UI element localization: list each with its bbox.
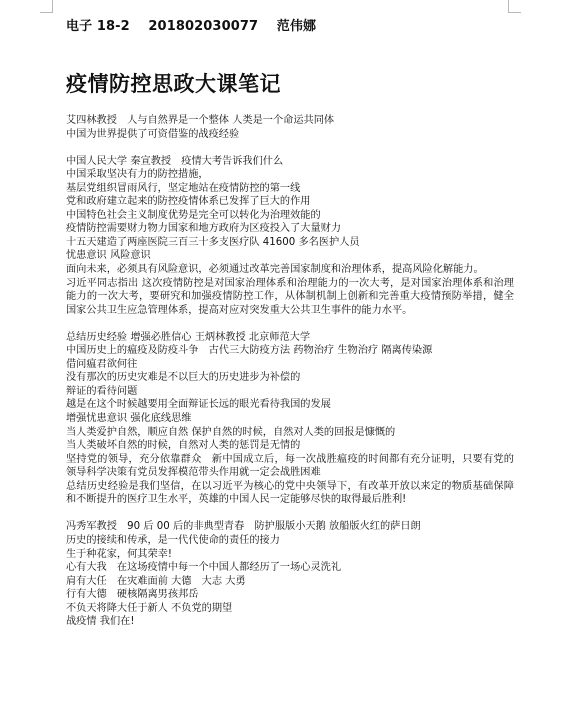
note-line: 党和政府建立起来的防控疫情体系已发挥了巨大的作用	[66, 196, 311, 208]
note-line: 中国人民大学 秦宣教授 疫情大考告诉我们什么	[66, 155, 284, 167]
note-line: 不负天将降大任于新人 不负党的期望	[66, 602, 233, 614]
note-line: 行有大德 硬核隔离男孩邦岳	[66, 589, 199, 601]
note-line: 坚持党的领导，充分依靠群众 新中国成立后，每一次战胜瘟疫的时间都有充分证明，只要有党的领导科学决策有党员发挥模范带头作用就一定会战胜困难	[66, 453, 514, 479]
page-corner-mark-left	[40, 0, 53, 13]
section-gap	[66, 317, 514, 331]
note-line: 疫情防控需要财力物力国家和地方政府为区疫投入了大量财力	[66, 223, 342, 235]
student-id: 201802030077	[148, 19, 259, 34]
note-line: 习近平同志指出 这次疫情防控是对国家治理体系和治理能力的一次大考，是对国家治理体系和治理能力的一次大考，要研究和加强疫情防控工作，从体制机制上创新和完善重大疫情预防举措，健全国家公共卫生应急管理体系，提高对应对突发重大公共卫生事件的能力水平。	[66, 277, 514, 316]
note-line: 辩证的看待问题	[66, 385, 138, 397]
student-class: 电子 18-2	[66, 19, 130, 34]
note-line: 冯秀军教授 90 后 00 后的非典型青春 防护服版小天鹅 放船版火红的萨日朗	[66, 521, 421, 533]
note-line: 面向未来，必须具有风险意识，必须通过改革完善国家制度和治理体系，提高风险化解能力。	[66, 264, 484, 276]
note-line: 战疫情 我们在!	[66, 616, 135, 628]
note-line: 中国特色社会主义制度优势是完全可以转化为治理效能的	[66, 209, 321, 221]
document-title: 疫情防控思政大课笔记	[66, 71, 281, 96]
note-line: 总结历史经验是我们坚信，在以习近平为核心的党中央领导下，有改革开放以来定的物质基础保障和不断提升的医疗卫生水平，英雄的中国人民一定能够尽快的取得最后胜利!	[66, 480, 514, 506]
note-line: 当人类爱护自然，顺应自然 保护自然的时候，自然对人类的回报是慷慨的	[66, 426, 396, 438]
note-line: 越是在这个时候越要用全面辩证长远的眼光看待我国的发展	[66, 399, 331, 411]
student-name: 范伟娜	[276, 19, 317, 34]
note-line: 艾四林教授 人与自然界是一个整体 人类是一个命运共同体	[66, 115, 335, 126]
note-line: 借问瘟君欲何往	[66, 358, 138, 370]
note-line: 历史的接续和传承，是一代代使命的责任的接力	[66, 534, 280, 546]
note-line: 心有大我 在这场疫情中每一个中国人都经历了一场心灵洗礼	[66, 562, 342, 574]
note-line: 中国采取坚决有力的防控措施，	[66, 169, 209, 181]
notes-body	[66, 114, 514, 629]
note-line: 基层党组织冒雨风行，坚定地站在疫情防控的第一线	[66, 182, 301, 194]
note-line: 生于种花家，何其荣幸!	[66, 548, 172, 560]
note-line: 忧患意识 风险意识	[66, 250, 151, 262]
note-line: 当人类破坏自然的时候，自然对人类的惩罚是无情的	[66, 440, 301, 452]
note-line: 总结历史经验 增强必胜信心 王炳林教授 北京师范大学	[66, 331, 311, 343]
section-gap	[66, 507, 514, 521]
note-line: 中国历史上的瘟疫及防疫斗争 古代三大防疫方法 药物治疗 生物治疗 隔离传染源	[66, 345, 433, 357]
page-corner-mark-right	[508, 0, 521, 13]
note-line: 十五天建造了两座医院三百三十多支医疗队 41600 多名医护人员	[66, 236, 360, 248]
section-gap	[66, 141, 514, 155]
note-line: 增强忧患意识 强化底线思维	[66, 413, 192, 425]
note-line: 没有那次的历史灾难是不以巨大的历史进步为补偿的	[66, 372, 301, 384]
note-line: 中国为世界提供了可资借鉴的战疫经验	[66, 128, 240, 140]
note-line: 肩有大任 在灾难面前 大德 大志 大勇	[66, 575, 246, 587]
student-header	[66, 15, 330, 34]
